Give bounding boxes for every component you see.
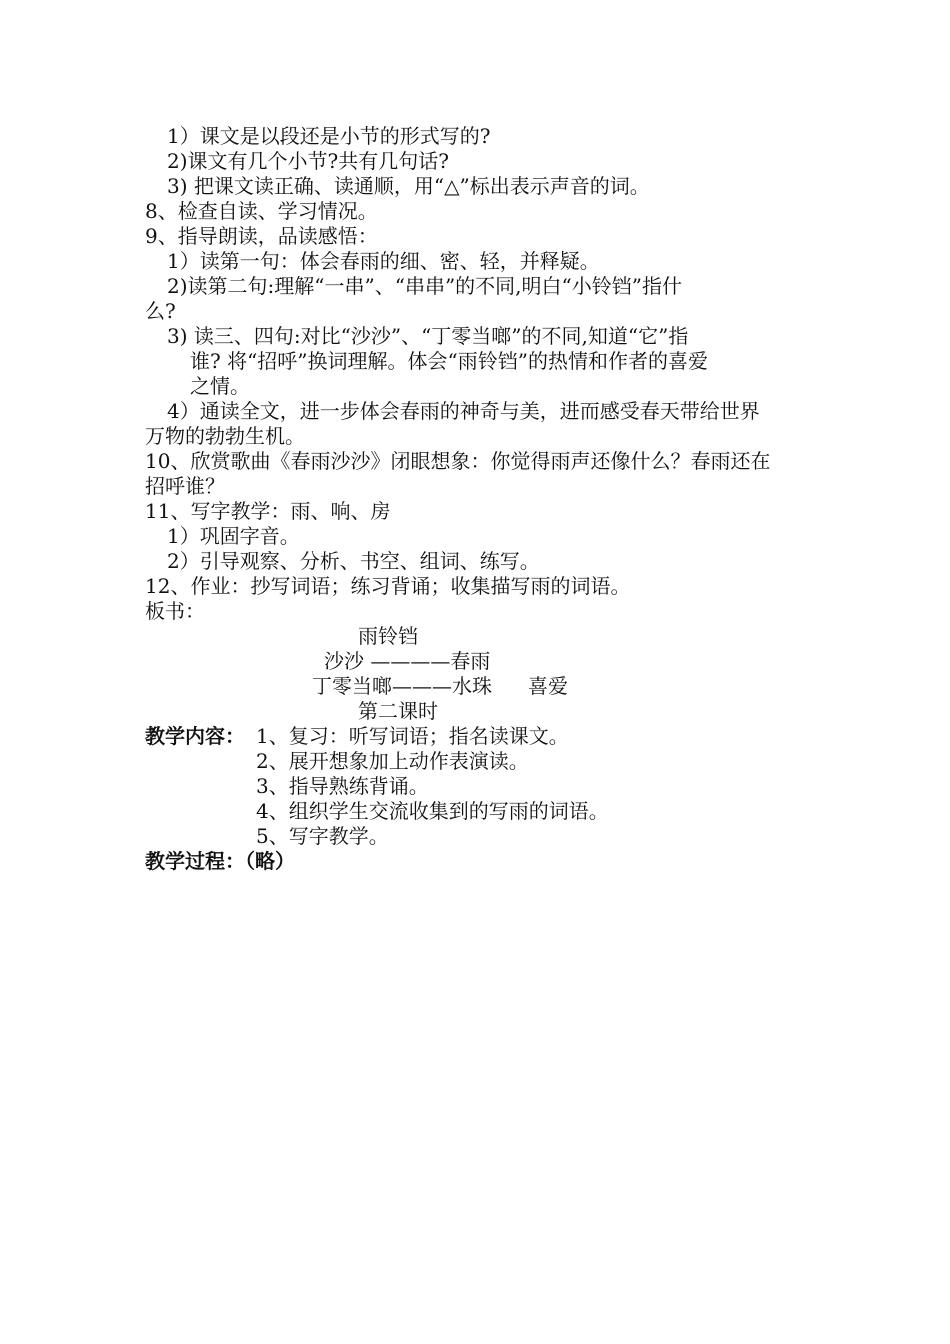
lesson-2-title: 第二课时 [358,699,438,723]
step-9-item-4-line-1: 4）通读全文，进一步体会春雨的神奇与美，进而感受春天带给世界 [167,399,760,423]
step-9: 9、指导朗读，品读感悟： [145,224,378,248]
process-label: 教学过程：（略） [145,849,295,873]
question-1: 1）课文是以段还是小节的形式写的? [167,124,491,148]
step-9-item-3-line-1: 3) 读三、四句:对比“沙沙”、“丁零当啷”的不同,知道“它”指 [167,324,689,348]
step-9-item-3-line-3: 之情。 [190,374,250,398]
board-row-2-left: 丁零当啷———水珠 [312,674,492,698]
content-label: 教学内容： [145,724,245,748]
step-9-item-3-line-2: 谁? 将“招呼”换词理解。体会“雨铃铛”的热情和作者的喜爱 [190,349,708,373]
step-9-item-4-line-2: 万物的勃勃生机。 [145,424,305,448]
content-item-1: 1、复习：听写词语；指名读课文。 [256,724,569,748]
step-9-item-1: 1）读第一句：体会春雨的细、密、轻，并释疑。 [167,249,600,273]
step-11-item-2: 2）引导观察、分析、书空、组词、练写。 [167,549,540,573]
step-8: 8、检查自读、学习情况。 [145,199,378,223]
step-10-line-2: 招呼谁？ [145,474,225,498]
step-11-item-1: 1）巩固字音。 [167,524,300,548]
board-title: 雨铃铛 [358,624,418,648]
step-9-item-2-line-2: 么? [145,299,176,323]
step-9-item-2-line-1: 2)读第二句:理解“一串”、“串串”的不同,明白“小铃铛”指什 [167,274,682,298]
step-10-line-1: 10、欣赏歌曲《春雨沙沙》闭眼想象：你觉得雨声还像什么？春雨还在 [145,449,771,473]
question-2: 2)课文有几个小节?共有几句话? [167,149,449,173]
content-item-4: 4、组织学生交流收集到的写雨的词语。 [256,799,609,823]
content-item-2: 2、展开想象加上动作表演读。 [256,749,529,773]
board-row-2 [312,674,568,698]
content-item-3: 3、指导熟练背诵。 [256,774,429,798]
board-label: 板书： [145,599,205,623]
step-12: 12、作业：抄写词语；练习背诵；收集描写雨的词语。 [145,574,631,598]
step-11: 11、写字教学：雨、响、房 [145,499,391,523]
content-item-5: 5、写字教学。 [256,824,389,848]
question-3: 3) 把课文读正确、读通顺，用“△”标出表示声音的词。 [167,174,650,198]
board-row-2-right: 喜爱 [528,674,568,698]
board-row-1: 沙沙 ————春雨 [324,649,491,673]
